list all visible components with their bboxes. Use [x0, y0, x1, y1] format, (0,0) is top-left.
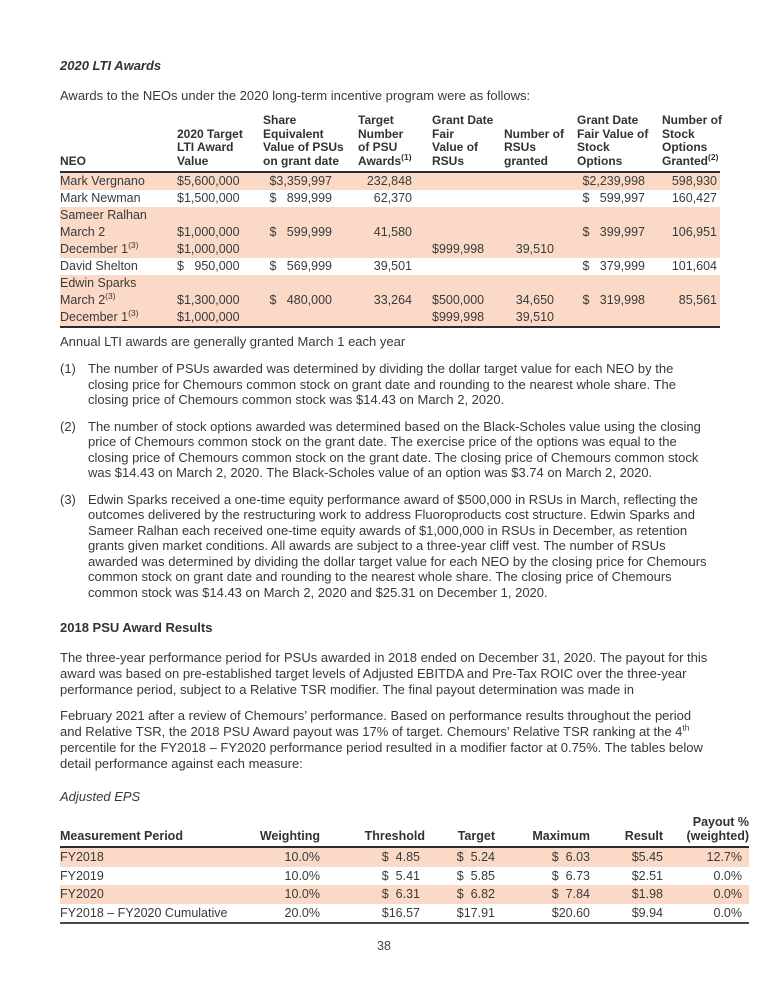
- table-cell: December 1$^{(3)}$: [60, 309, 139, 324]
- table-cell: 106,951: [671, 225, 717, 239]
- table-cell: [358, 207, 432, 224]
- table-cell: [358, 275, 432, 292]
- table-cell: $1.98: [631, 887, 663, 901]
- footnote-item: [60, 361, 708, 408]
- table-cell: [177, 207, 251, 224]
- column-header: Grant Date Fair Value of RSUs: [432, 113, 494, 168]
- table-cell: Mark Vergnano: [60, 174, 145, 188]
- table-cell: 10.0%: [284, 887, 320, 901]
- table-cell: [504, 275, 577, 292]
- table-cell: [432, 275, 504, 292]
- table-cell: 62,370: [373, 191, 412, 205]
- table-cell: $1,000,000: [177, 242, 240, 256]
- table-cell: 41,580: [373, 225, 412, 239]
- table-cell: $ 6.31: [381, 887, 420, 901]
- table-cell: Mark Newman: [60, 191, 141, 205]
- table-cell: $1,000,000: [177, 225, 240, 239]
- table-row: [60, 207, 720, 224]
- table-cell: [251, 275, 358, 292]
- table-cell: $ 4.85: [381, 850, 420, 864]
- table-cell: $ 5.85: [456, 868, 495, 883]
- table-cell: 101,604: [671, 259, 717, 273]
- table-cell: 39,510: [515, 242, 554, 256]
- table-cell: David Shelton: [60, 259, 138, 273]
- table-cell: 20.0%: [284, 905, 320, 920]
- table-cell: [432, 258, 504, 275]
- table-cell: $ 379,999: [582, 259, 645, 273]
- column-header: Target Number of PSU Awards$^{(1)}$: [358, 113, 412, 168]
- table-cell: [577, 275, 662, 292]
- table-cell: [358, 241, 432, 258]
- table-cell: March 2: [60, 225, 106, 239]
- table-cell: [251, 241, 358, 258]
- page-number: 38: [377, 939, 391, 953]
- table-cell: 34,650: [515, 293, 554, 307]
- table-row: [60, 241, 720, 258]
- table-cell: $ 480,000: [269, 293, 332, 307]
- table-cell: $20.60: [551, 905, 590, 920]
- table-cell: [577, 309, 662, 327]
- table-cell: [177, 275, 251, 292]
- column-header: Result: [624, 829, 663, 843]
- table-cell: 10.0%: [284, 868, 320, 883]
- table-cell: $2.51: [631, 868, 663, 883]
- column-header: Maximum: [532, 829, 590, 843]
- table-cell: 598,930: [671, 174, 717, 188]
- footnote-text: The number of stock options awarded was determined based on the Black-Scholes value using the closing price of Chemours common stock on the grant date. The exercise price of the options was equal to the closing price of Chemours common stock on the grant date. The closing price of Chemours common stock was $14.43 on March 2, 2020. The Black-Scholes value of an option was $3.74 on March 2, 2020.: [88, 418, 701, 480]
- table-cell: [251, 207, 358, 224]
- table-cell: $ 599,999: [269, 225, 332, 239]
- table-cell: $ 6.03: [551, 850, 590, 864]
- table-cell: $ 569,999: [269, 259, 332, 273]
- column-header: Number of RSUs granted: [504, 126, 564, 168]
- adjusted-eps-table: [60, 815, 749, 924]
- adjusted-eps-subtitle: Adjusted EPS: [60, 789, 141, 804]
- table-cell: $1,300,000: [177, 293, 240, 307]
- table-cell: [577, 241, 662, 258]
- table-cell: [504, 190, 577, 207]
- footnote-reference: (3): [128, 241, 139, 250]
- table-cell: FY2018: [60, 850, 104, 864]
- table-row: [60, 292, 720, 309]
- table-cell: 232,848: [366, 174, 412, 188]
- header-row: [60, 815, 749, 847]
- table-cell: FY2019: [60, 868, 104, 883]
- footnote-text: Edwin Sparks received a one-time equity performance award of $500,000 in RSUs in March, reflecting the outcomes delivered by the restructuring work to address Fluoroproducts cost structure. Edwin Sparks and Sameer Ralhan each received one-time equity awards of $1,000,000 in RSUs in December, as retention grants given market conditions. All awards are subject to a three-year cliff vest. The number of RSUs awarded was determined by dividing the dollar target value for each NEO by the closing price for Chemours common stock on grant date and rounding to the nearest whole share. The closing price of Chemours common stock was $14.43 on March 2, 2020 and $25.31 on December 1, 2020.: [88, 491, 707, 600]
- table-cell: Edwin Sparks: [60, 276, 137, 290]
- column-header: 2020 Target LTI Award Value: [177, 126, 243, 168]
- column-header: Payout % (weighted): [686, 815, 749, 843]
- column-header: Weighting: [259, 829, 320, 843]
- table-cell: 39,501: [373, 259, 412, 273]
- footnote-text: The number of PSUs awarded was determined by dividing the dollar target value for each NEO by the closing price for Chemours common stock on grant date and rounding to the nearest whole share. The closing price of Chemours common stock was $14.43 on March 2, 2020.: [88, 361, 676, 407]
- table-cell: $5,600,000: [177, 174, 240, 188]
- table-cell: $17.91: [456, 905, 495, 920]
- table-cell: [662, 207, 720, 224]
- psu-paragraph-2: [60, 708, 708, 772]
- table-cell: 33,264: [373, 293, 412, 307]
- ordinal-superscript: th: [682, 722, 690, 733]
- lti-awards-table-header: [60, 114, 720, 172]
- table-cell: March 2$^{(3)}$: [60, 292, 116, 307]
- table-cell: [432, 190, 504, 207]
- psu-paragraph-2-continued: percentile for the FY2018 – FY2020 performance period resulted in a modifier factor at 0.75%. The tables below detail performance against each measure:: [60, 740, 703, 771]
- table-cell: $2,239,998: [582, 174, 645, 188]
- column-header: Target: [457, 829, 495, 843]
- table-cell: [504, 207, 577, 224]
- table-cell: [504, 172, 577, 190]
- table-cell: [662, 275, 720, 292]
- footnote-reference: (3): [105, 292, 116, 301]
- table-cell: $3,359,997: [269, 174, 332, 188]
- table-cell: $ 6.73: [551, 868, 590, 883]
- footnote-reference: (3): [128, 309, 139, 318]
- table-cell: 85,561: [678, 293, 717, 307]
- table-row: [60, 172, 720, 190]
- table-row: [60, 847, 749, 867]
- psu-section-title: 2018 PSU Award Results: [60, 620, 213, 635]
- adjusted-eps-table-header: [60, 815, 749, 847]
- table-cell: [662, 309, 720, 327]
- table-cell: $16.57: [381, 905, 420, 920]
- footnote-marker: (2): [60, 418, 76, 434]
- table-cell: $9.94: [631, 905, 663, 920]
- footnote-reference: (1): [401, 151, 412, 162]
- column-header: Share Equivalent Value of PSUs on grant date: [263, 113, 344, 168]
- table-cell: $ 5.41: [381, 868, 420, 883]
- table-cell: [662, 241, 720, 258]
- footnote-reference: (2): [708, 151, 719, 162]
- table-cell: [251, 309, 358, 327]
- table-cell: $ 899,999: [269, 191, 332, 205]
- table-cell: 0.0%: [713, 868, 742, 883]
- table-cell: FY2020: [60, 887, 104, 901]
- table-cell: Sameer Ralhan: [60, 208, 147, 222]
- psu-paragraph-2-text: February 2021 after a review of Chemours’ performance. Based on performance results throughout the period and Relative TSR, the 2018 PSU Award payout was 17% of target. Chemours’ Relative TSR ranking at the 4: [60, 708, 692, 739]
- footnote-item: [60, 492, 708, 601]
- table-cell: $ 6.82: [456, 887, 495, 901]
- table-cell: [432, 172, 504, 190]
- table-cell: $1,000,000: [177, 310, 240, 324]
- lti-awards-table-body: [60, 172, 720, 327]
- column-header: Threshold: [364, 829, 425, 843]
- table-cell: $ 5.24: [456, 850, 495, 864]
- table-cell: $ 399,997: [582, 225, 645, 239]
- column-header: Measurement Period: [60, 829, 183, 843]
- table-cell: [358, 309, 432, 327]
- adjusted-eps-table-body: [60, 847, 749, 923]
- column-header: Grant Date Fair Value of Stock Options: [577, 113, 649, 168]
- lti-awards-table: [60, 114, 720, 328]
- table-cell: [504, 258, 577, 275]
- table-cell: $1,500,000: [177, 191, 240, 205]
- footnote-marker: (1): [60, 361, 76, 376]
- table-cell: December 1$^{(3)}$: [60, 241, 139, 256]
- table-cell: 39,510: [515, 310, 554, 324]
- table-cell: 12.7%: [706, 850, 742, 864]
- footnotes-list: [60, 361, 708, 600]
- column-header: NEO: [60, 153, 87, 168]
- header-row: [60, 114, 720, 172]
- table-cell: $999,998: [432, 242, 485, 256]
- table-row: [60, 867, 749, 886]
- table-cell: $500,000: [432, 293, 485, 307]
- table-row: [60, 224, 720, 241]
- table-row: [60, 885, 749, 904]
- table-row: [60, 275, 720, 292]
- table-cell: FY2018 – FY2020 Cumulative: [60, 905, 228, 920]
- table-cell: $ 950,000: [177, 259, 240, 273]
- table-cell: $ 7.84: [551, 887, 590, 901]
- table-cell: $999,998: [432, 310, 485, 324]
- table-row: [60, 190, 720, 207]
- table-row: [60, 258, 720, 275]
- table-cell: [432, 207, 504, 224]
- psu-paragraph-1: The three-year performance period for PSUs awarded in 2018 ended on December 31, 2020. The payout for this award was based on pre-established target levels of Adjusted EBITDA and Pre-Tax ROIC over the three-year performance period, subject to a Relative TSR modifier. The final payout determination was made in: [60, 650, 708, 697]
- table-row: [60, 309, 720, 327]
- table-cell: 0.0%: [713, 905, 742, 920]
- footnote-marker: (3): [60, 491, 76, 507]
- table-cell: 10.0%: [284, 850, 320, 864]
- lti-table-note: Annual LTI awards are generally granted March 1 each year: [60, 334, 406, 349]
- table-cell: 0.0%: [713, 887, 742, 901]
- lti-section-title: 2020 LTI Awards: [60, 58, 162, 73]
- table-cell: [504, 224, 577, 241]
- lti-intro-text: Awards to the NEOs under the 2020 long-term incentive program were as follows:: [60, 88, 531, 103]
- table-cell: [577, 207, 662, 224]
- table-cell: $5.45: [631, 850, 663, 864]
- table-cell: [432, 224, 504, 241]
- footnote-item: [60, 419, 708, 481]
- table-row: [60, 904, 749, 924]
- table-cell: $ 599,997: [582, 191, 645, 205]
- column-header: Number of Stock Options Granted$^{(2)}$: [662, 113, 722, 168]
- table-cell: 160,427: [671, 191, 717, 205]
- table-cell: $ 319,998: [582, 293, 645, 307]
